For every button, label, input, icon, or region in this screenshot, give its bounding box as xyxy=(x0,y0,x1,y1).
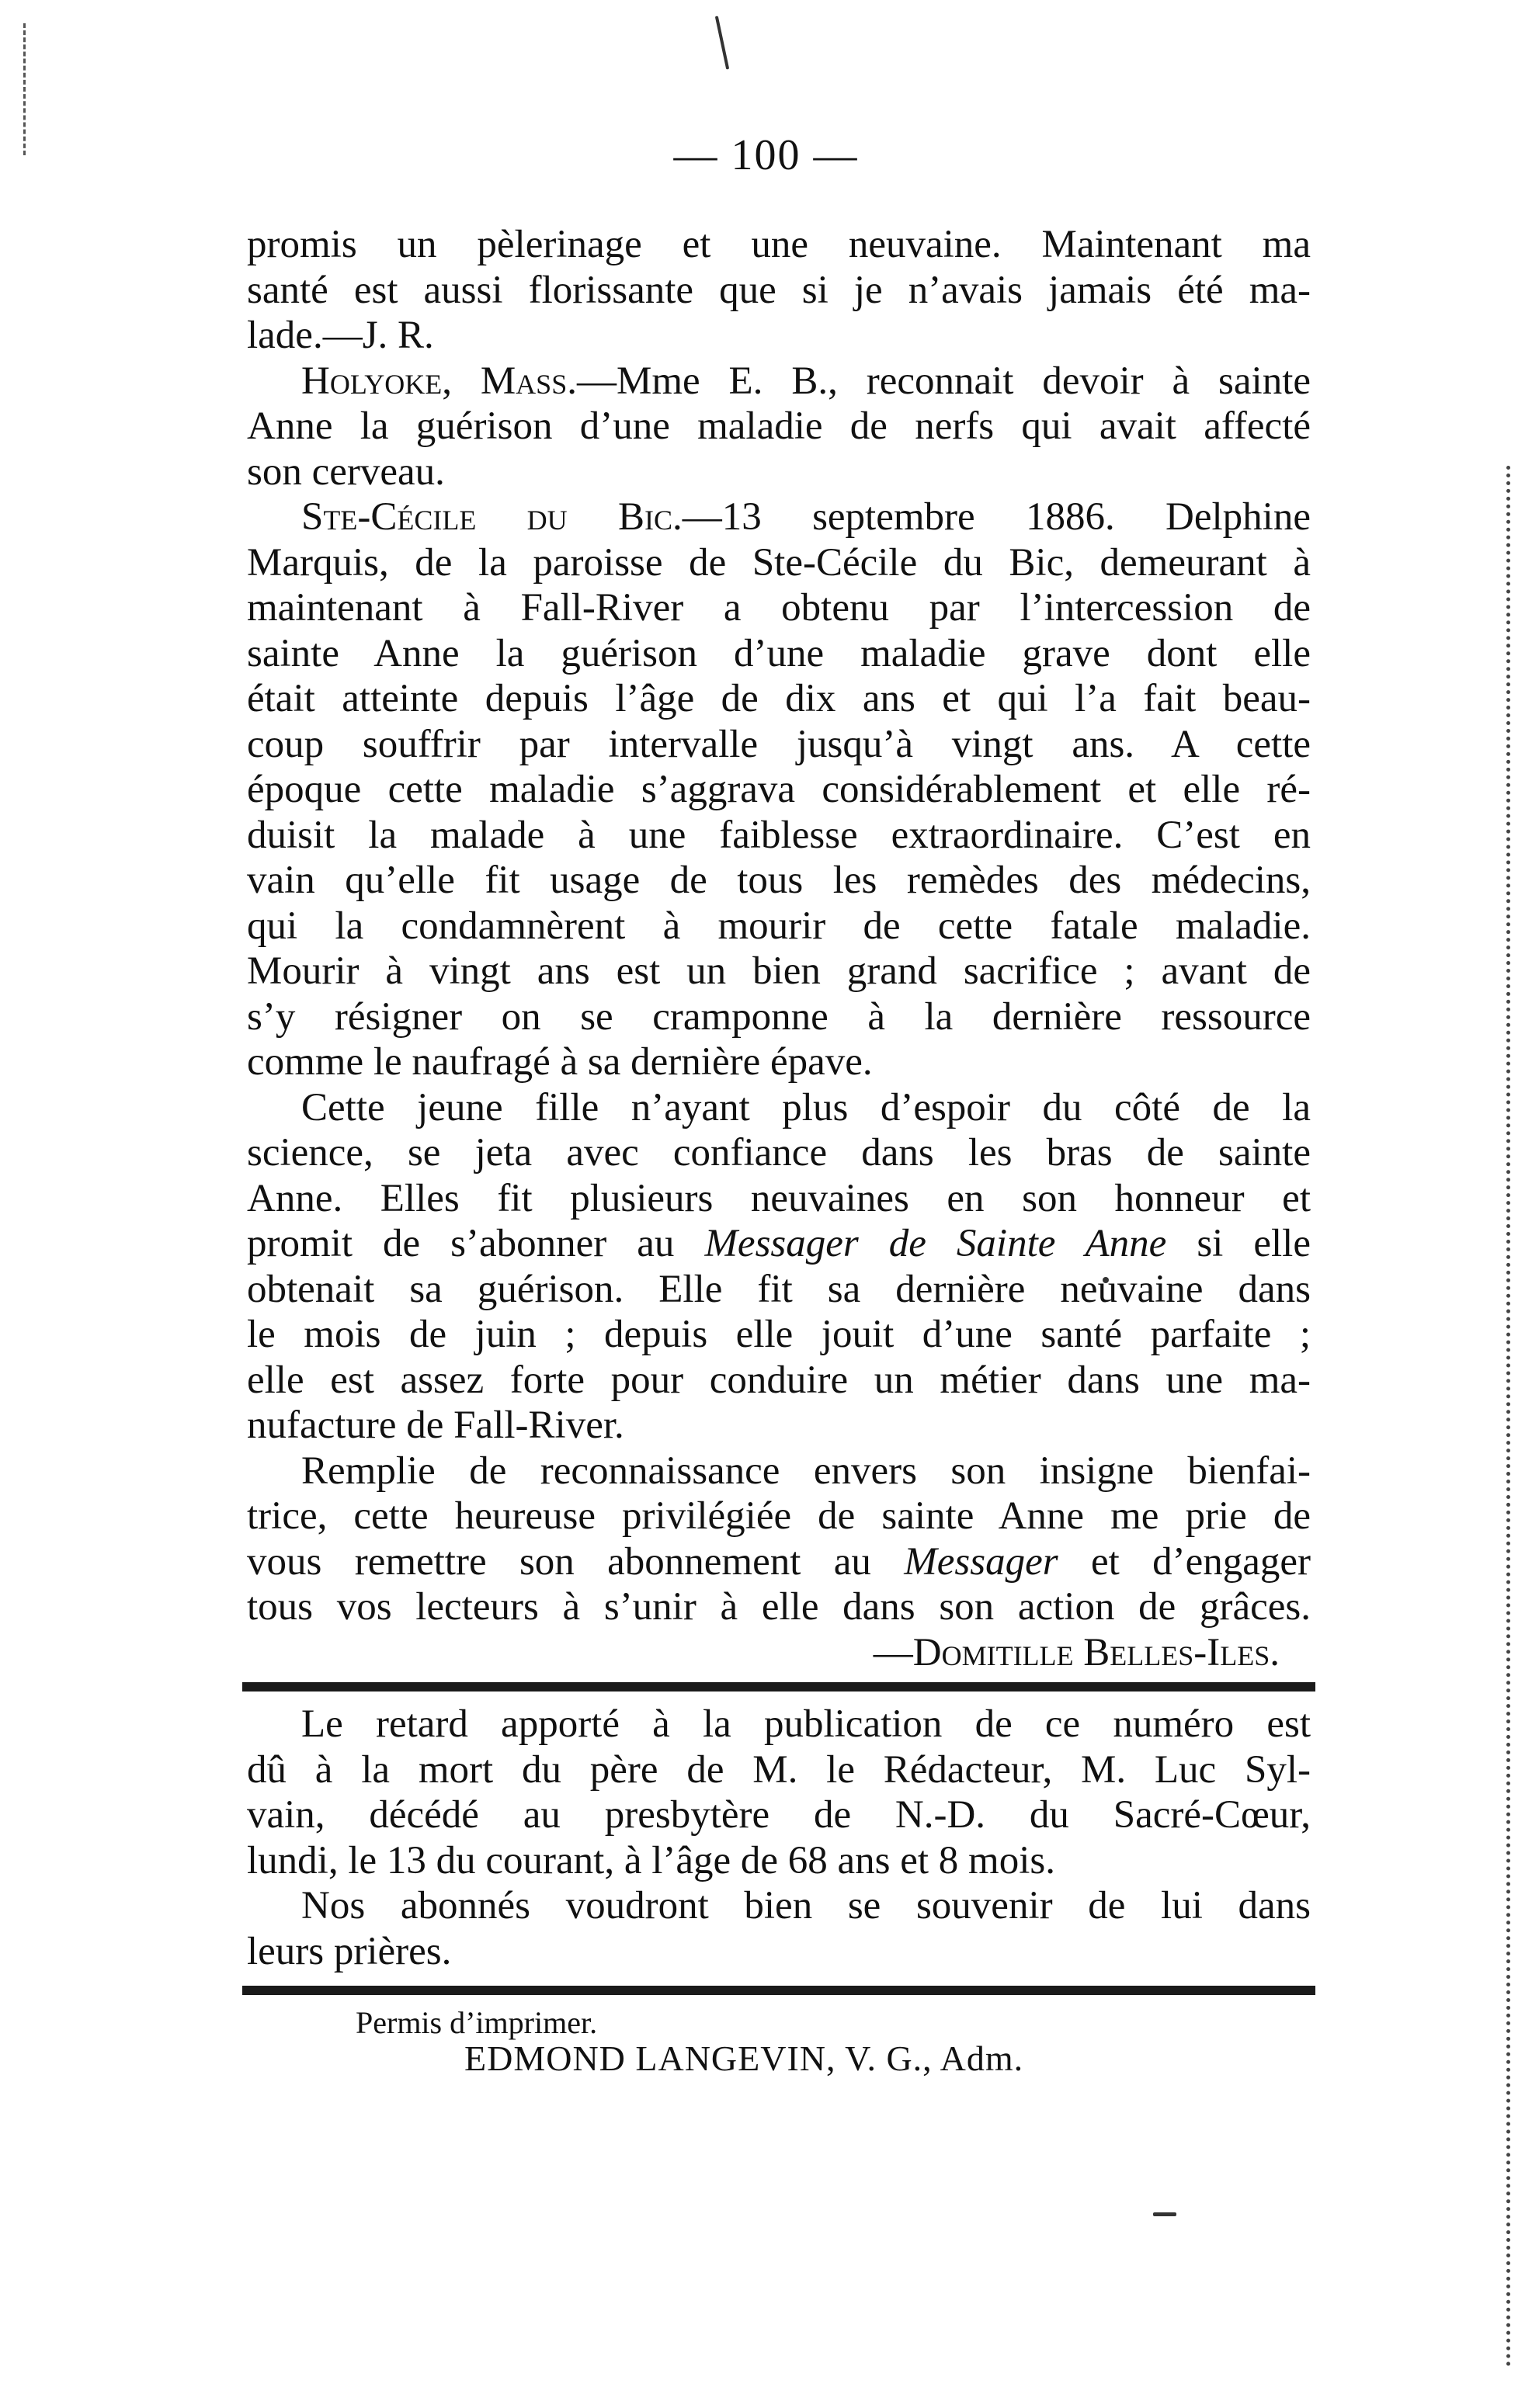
text-line: promit de s’abonner au Messager de Sainte Anne si elle xyxy=(247,1222,1311,1265)
text-line: dû à la mort du père de M. le Rédacteur, M. Luc Syl- xyxy=(247,1747,1311,1792)
text-line: Nos abonnés voudront bien se souvenir de lui dans xyxy=(301,1884,1311,1927)
article-body xyxy=(247,222,1311,1675)
text-line: leurs prières. xyxy=(247,1929,452,1973)
scan-speck xyxy=(1153,2212,1176,2216)
text-line: trice, cette heureuse privilégiée de sainte Anne me prie de xyxy=(247,1494,1311,1538)
text-line: Marquis, de la paroisse de Ste-Cécile du Bic, demeurant à xyxy=(247,540,1311,585)
text-line: maintenant à Fall-River a obtenu par l’intercession de xyxy=(247,586,1311,630)
text-line: était atteinte depuis l’âge de dix ans et qui l’a fait beau- xyxy=(247,677,1311,720)
text-line: Anne. Elles fit plusieurs neuvaines en son honneur et xyxy=(247,1176,1311,1220)
text-line: qui la condamnèrent à mourir de cette fatale maladie. xyxy=(247,904,1311,948)
text-line: sainte Anne la guérison d’une maladie grave dont elle xyxy=(247,631,1311,675)
text-line: le mois de juin ; depuis elle jouit d’une santé parfaite ; xyxy=(247,1313,1311,1356)
text-line: elle est assez forte pour conduire un métier dans une ma- xyxy=(247,1358,1311,1402)
text-line: promis un pèlerinage et une neuvaine. Maintenant ma xyxy=(247,223,1311,266)
text-line: —Domitille Belles-Iles. xyxy=(873,1630,1280,1674)
text-line: Holyoke, Mass.—Mme E. B., reconnait devoir à sainte xyxy=(301,359,1311,403)
text-line: tous vos lecteurs à s’unir à elle dans son action de grâces. xyxy=(247,1585,1311,1629)
text-line: Cette jeune fille n’ayant plus d’espoir du côté de la xyxy=(301,1085,1311,1129)
text-line: Remplie de reconnaissance envers son insigne bienfai- xyxy=(301,1449,1311,1493)
text-line: Ste-Cécile du Bic.—13 septembre 1886. Delphine xyxy=(301,495,1311,539)
section-divider-top xyxy=(242,1682,1315,1691)
text-line: santé est aussi florissante que si je n’avais jamais été ma- xyxy=(247,268,1311,312)
text-line: obtenait sa guérison. Elle fit sa dernière neuvaine dans xyxy=(247,1267,1311,1311)
text-line: duisit la malade à une faiblesse extraordinaire. C’est en xyxy=(247,813,1311,857)
editorial-notice xyxy=(247,1702,1311,1974)
scan-edge-mark-right xyxy=(1499,466,1510,2368)
text-line: vain qu’elle fit usage de tous les remèdes des médecins, xyxy=(247,859,1311,902)
text-line: Mourir à vingt ans est un bien grand sacrifice ; avant de xyxy=(247,949,1311,993)
text-line: s’y résigner on se cramponne à la dernière ressource xyxy=(247,994,1311,1039)
text-line: coup souffrir par intervalle jusqu’à vingt ans. A cette xyxy=(247,722,1311,766)
text-line: vain, décédé au presbytère de N.-D. du Sacré-Cœur, xyxy=(247,1793,1311,1837)
text-line: vous remettre son abonnement au Messager et d’engager xyxy=(247,1539,1311,1584)
text-line: nufacture de Fall-River. xyxy=(247,1404,624,1447)
text-line: Le retard apporté à la publication de ce numéro est xyxy=(301,1702,1311,1746)
text-line: son cerveau. xyxy=(247,449,445,494)
imprimatur-signature: EDMOND LANGEVIN, V. G., Adm. xyxy=(464,2038,1024,2078)
text-line: époque cette maladie s’aggrava considérablement et elle ré- xyxy=(247,768,1311,811)
text-line: comme le naufragé à sa dernière épave. xyxy=(247,1040,873,1084)
text-line: Anne la guérison d’une maladie de nerfs qui avait affecté xyxy=(247,404,1311,448)
page-number: — 100 — xyxy=(673,131,859,179)
section-divider-bottom xyxy=(242,1986,1315,1995)
imprimatur-label: Permis d’imprimer. xyxy=(356,2005,598,2040)
scan-speck xyxy=(715,16,729,69)
text-line: lade.—J. R. xyxy=(247,314,434,357)
text-line: science, se jeta avec confiance dans les bras de sainte xyxy=(247,1131,1311,1175)
text-line: lundi, le 13 du courant, à l’âge de 68 ans et 8 mois. xyxy=(247,1838,1055,1882)
